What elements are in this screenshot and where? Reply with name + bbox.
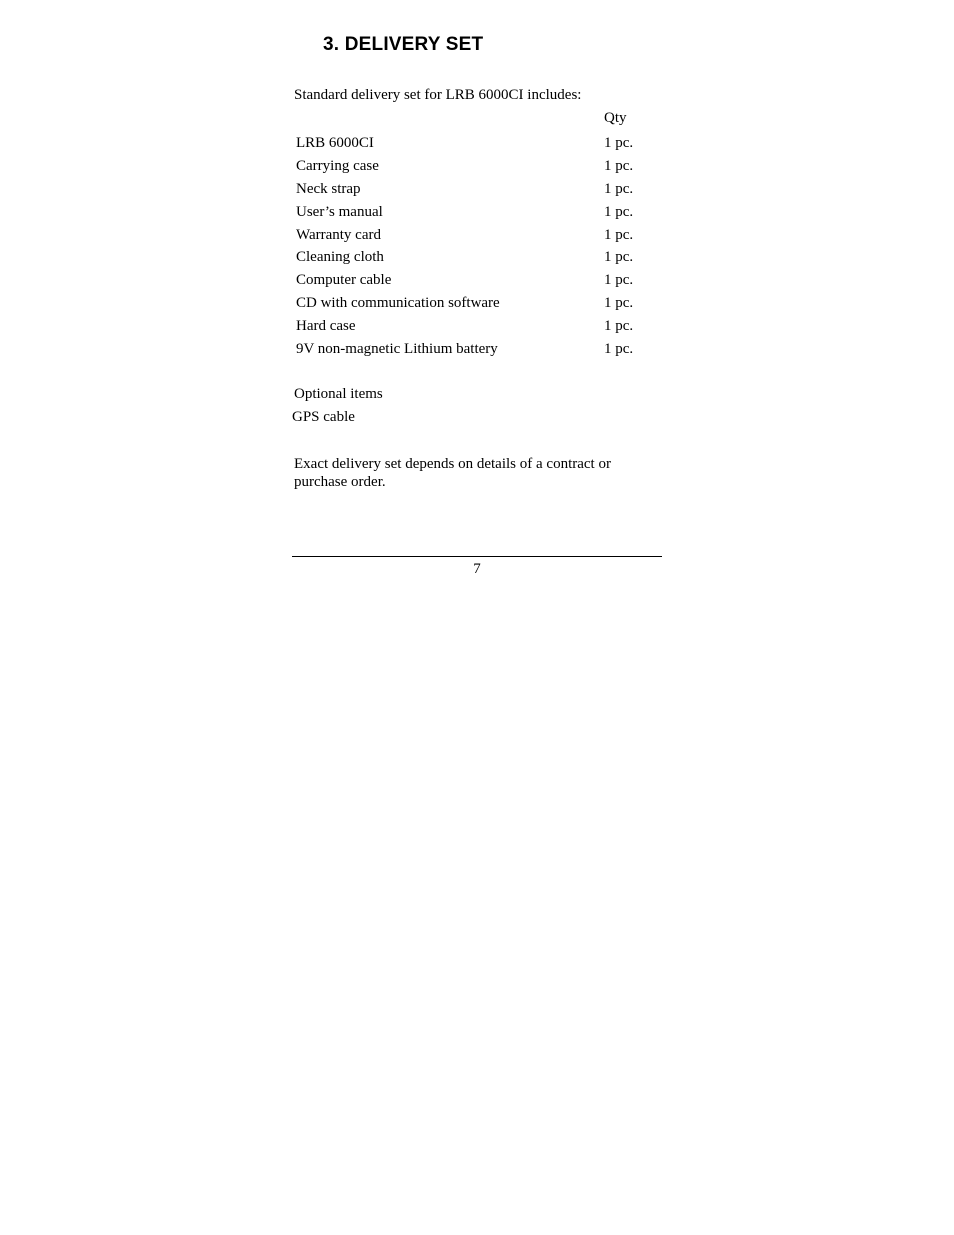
item-name: 9V non-magnetic Lithium battery (296, 341, 498, 358)
delivery-items-list (296, 133, 656, 362)
item-qty: 1 pc. (604, 249, 634, 266)
optional-items-list (292, 409, 355, 426)
item-qty: 1 pc. (604, 318, 634, 335)
item-name: Cleaning cloth (296, 249, 384, 266)
footer-divider (292, 556, 662, 557)
item-name: Computer cable (296, 272, 392, 289)
list-item (296, 202, 656, 225)
list-item (296, 316, 656, 339)
item-name: Hard case (296, 318, 356, 335)
list-item (296, 247, 656, 270)
optional-item: GPS cable (292, 409, 355, 425)
list-item (296, 225, 656, 248)
item-qty: 1 pc. (604, 203, 634, 220)
list-item (296, 293, 656, 316)
list-item (296, 156, 656, 179)
item-qty: 1 pc. (604, 180, 634, 197)
section-heading: 3. DELIVERY SET (323, 34, 484, 55)
item-qty: 1 pc. (604, 295, 634, 312)
item-qty: 1 pc. (604, 135, 634, 151)
item-qty: 1 pc. (604, 272, 634, 289)
page-number: 7 (473, 561, 481, 577)
delivery-set-intro: Standard delivery set for LRB 6000CI includes: (294, 87, 582, 103)
list-item (296, 270, 656, 293)
item-qty: 1 pc. (604, 157, 634, 174)
qty-column-header: Qty (604, 110, 627, 126)
item-name: Carrying case (296, 157, 379, 174)
item-name: Neck strap (296, 180, 361, 197)
item-qty: 1 pc. (604, 226, 634, 243)
item-name: Warranty card (296, 226, 381, 243)
delivery-note: Exact delivery set depends on details of a contract or purchase order. (294, 456, 611, 490)
list-item (296, 179, 656, 202)
list-item (296, 133, 656, 156)
item-qty: 1 pc. (604, 341, 634, 358)
item-name: CD with communication software (296, 295, 500, 312)
list-item (296, 339, 656, 362)
item-name: LRB 6000CI (296, 135, 374, 151)
optional-items-title: Optional items (294, 386, 383, 402)
item-name: User’s manual (296, 203, 383, 220)
